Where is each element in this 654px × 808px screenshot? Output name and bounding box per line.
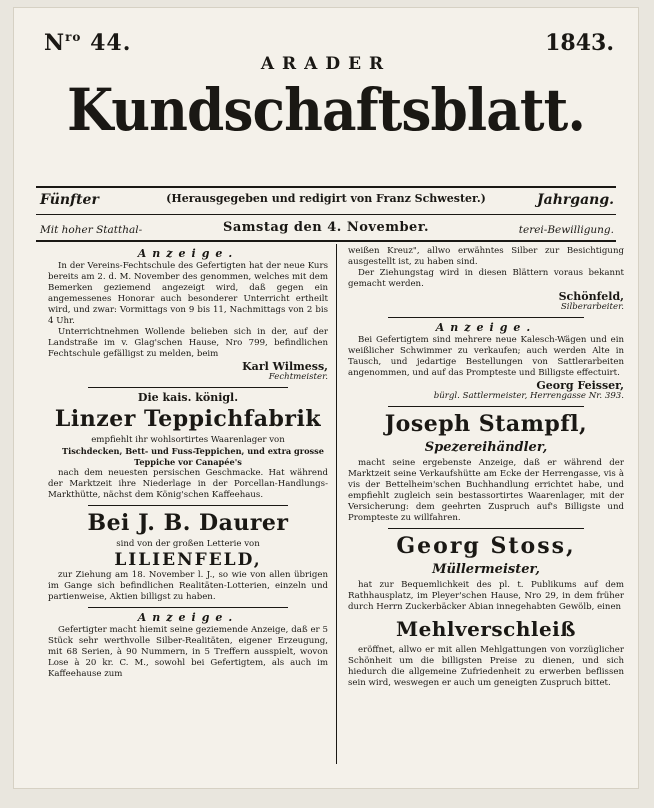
ad-signature: Georg Feisser, <box>536 379 624 392</box>
left-column <box>48 246 328 680</box>
right-column <box>348 246 624 689</box>
ad-trade: Spezereihändler, <box>424 440 548 455</box>
newspaper-page <box>14 8 638 788</box>
ad-text: Gefertigter macht hiemit seine geziemende Anzeige, daß er 5 Stück sehr werthvolle Silber-Realitäten, eigener Erzeugung, mit 68 Serien, à 90 Nummern, in 5 Treffern ausspielt, wovon Lose à 20 kr. C. M., sowohl bei Gefertigtem, als auch im Kaffeehause zum <box>48 625 328 679</box>
edition-right: Jahrgang. <box>537 192 614 208</box>
issue-number: $N^{ro}$ 44. <box>44 30 132 56</box>
masthead-title: Kundschaftsblatt. <box>66 76 586 144</box>
ad-trade: Müllermeister, <box>432 562 540 577</box>
ad-heading: Anzeige. <box>435 321 537 334</box>
ad-text: hat zur Bequemlichkeit des pl. t. Publikums auf dem Rathhausplatz, im Pleyer'schen Hause, Nro 29, in dem früher durch Herrn Zuckerbäcker Abian innegehabten Gewölb, einen <box>348 580 624 612</box>
issue-date: Samstag den 4. November. <box>222 220 430 235</box>
ad-company-name: Bei J. B. Daurer <box>87 510 289 536</box>
ad-shop-name: Mehlverschleiß <box>396 617 576 641</box>
edition-left: Fünfter <box>40 192 99 208</box>
ad-text: sind von der großen Letterie von <box>116 539 260 549</box>
column-divider <box>336 244 337 764</box>
ad-company-name: Joseph Stampfl, <box>384 411 588 437</box>
masthead-rule-top <box>36 186 616 188</box>
ad-text: empfiehlt ihr wohlsortirtes Waarenlager von <box>91 435 285 445</box>
ad-text: macht seine ergebenste Anzeige, daß er während der Marktzeit seine Verkaufshütte am Ecke der Herrengasse, vis à vis der Bettelheim'schen Buchhandlung errichtet habe, und empfiehlt zugleich sein bestassortirtes Waarenlager, mit der Versicherung: dem geehrten Zuspruch auf's Billigste und Prompteste zu willfahren. <box>348 458 624 523</box>
ad-signature-title: Fechtmeister. <box>268 372 328 382</box>
ad-heading: Anzeige. <box>137 611 239 624</box>
ad-text: weißen Kreuz", allwo erwähntes Silber zur Besichtigung ausgestellt ist, zu haben sind. <box>348 246 624 267</box>
ad-text: Unterrichtnehmen Wollende belieben sich in der, auf der Landstraße im v. Glag'schen Hause, Nro 799, befindlichen Fechtschule gefälligst zu melden, beim <box>48 327 328 359</box>
ad-heading: Anzeige. <box>137 247 239 260</box>
permit-left: Mit hoher Statthal- <box>40 224 143 236</box>
permit-right: terei-Bewilligung. <box>518 224 614 236</box>
masthead-rule-bottom <box>36 240 616 242</box>
ad-text: zur Ziehung am 18. November l. J., so wie von allen übrigen im Gange sich befindlichen Realitäten-Lotterien, einzeln und partienweise, Aktien billigst zu haben. <box>48 570 328 602</box>
ad-separator <box>88 607 288 608</box>
masthead-rule-mid <box>36 214 616 215</box>
masthead-city: ARADER <box>260 54 392 74</box>
ad-separator <box>88 505 288 506</box>
ad-text: nach dem neuesten persischen Geschmacke. Hat während der Marktzeit ihre Niederlage in der Porcellan-Handlungs-Markthütte, nächst dem König'schen Kaffeehaus. <box>48 468 328 500</box>
ad-separator <box>388 528 584 529</box>
ad-separator <box>388 406 584 407</box>
ad-text: Bei Gefertigtem sind mehrere neue Kalesch-Wägen und ein weißlicher Schwimmer zu verkaufen; auch werden Alte in Tausch, und jedartige Bestellungen von Sattlerarbeiten angenommen, und auf das Prompteste und Billigste effectuirt. <box>348 335 624 378</box>
ad-intro: Die kais. königl. <box>137 391 239 404</box>
ad-signature: Karl Wilmess, <box>242 360 328 373</box>
ad-separator <box>88 387 288 388</box>
ad-company-name: Linzer Teppichfabrik <box>54 406 322 432</box>
ad-products: Tischdecken, Bett- und Fuss-Teppichen, und extra grosse Teppiche vor Canapée's <box>62 446 324 467</box>
ad-text: eröffnet, allwo er mit allen Mehlgattungen von vorzüglicher Schönheit um die billigsten Preise zu dienen, und sich hiedurch die allgemeine Zufriedenheit zu erwerben beflissen sein wird, weswegen er auch um geneigten Zuspruch bittet. <box>348 645 624 688</box>
ad-signature-title: Silberarbeiter. <box>560 302 624 312</box>
issue-year: 1843. <box>545 30 614 56</box>
ad-lottery-name: LILIENFELD, <box>114 550 262 570</box>
ad-signature-title: bürgl. Sattlermeister, Herrengasse Nr. 393. <box>433 391 624 401</box>
ad-company-name: Georg Stoss, <box>396 533 576 559</box>
editor-note: (Herausgegeben und redigirt von Franz Schwester.) <box>166 192 486 205</box>
ad-signature: Schönfeld, <box>558 290 624 303</box>
ad-separator <box>388 317 584 318</box>
ad-text: Der Ziehungstag wird in diesen Blättern voraus bekannt gemacht werden. <box>348 268 624 289</box>
ad-text: In der Vereins-Fechtschule des Gefertigten hat der neue Kurs bereits am 2. d. M. November des genommen, welches mit dem Bemerken geziemend angezeigt wird, daß gegen ein angemessenes Honorar auch besonderer Unterricht ertheilt wird, und zwar: Vormittags von 9 bis 11, Nachmittags von 2 bis 4 Uhr. <box>48 261 328 326</box>
